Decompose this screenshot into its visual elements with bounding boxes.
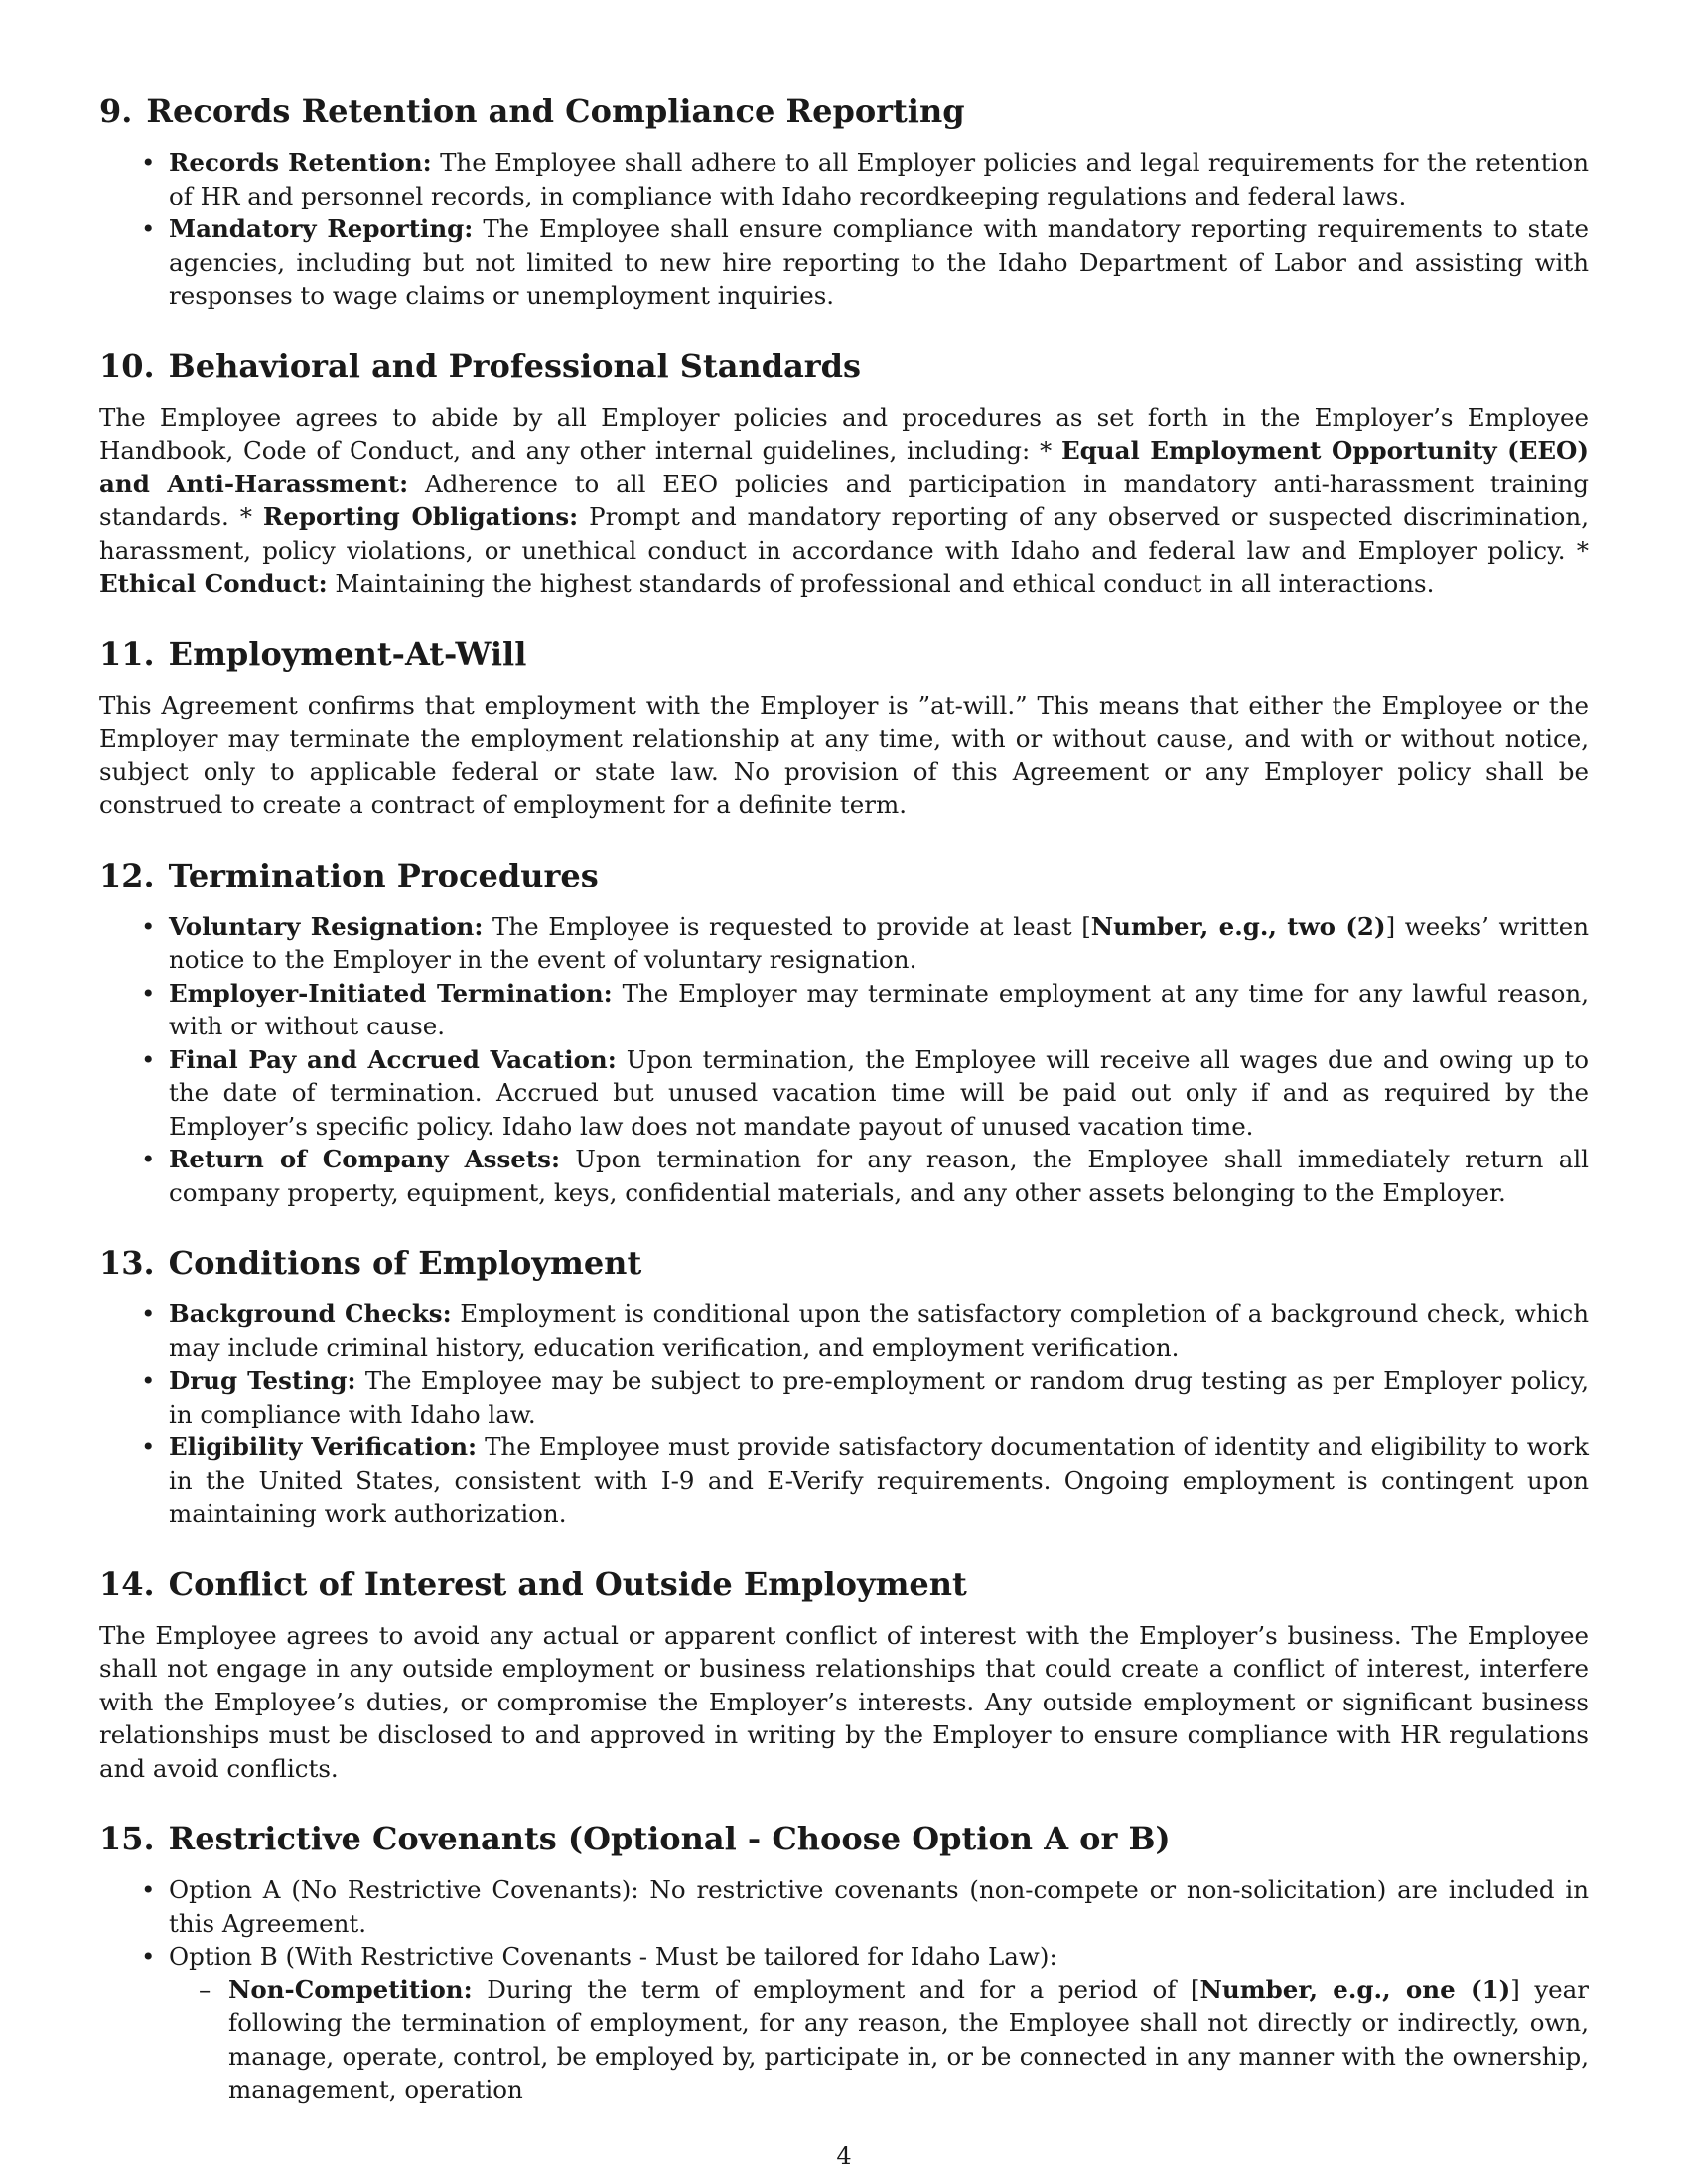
list-item: • Drug Testing: The Employee may be subject to pre-employment or random drug testing as per Employer policy, in compliance with Idaho law. [169, 1364, 1589, 1431]
section-heading: 14. Conflict of Interest and Outside Employment [99, 1565, 967, 1603]
list-item: • Records Retention: The Employee shall adhere to all Employer policies and legal requirements for the retention of HR and personnel records, in compliance with Idaho recordkeeping regulations and federal laws. [169, 146, 1589, 212]
document-page [99, 91, 1589, 2140]
section-heading: 15. Restrictive Covenants (Optional - Choose Option A or B) [99, 1820, 1171, 1857]
list-item: • Return of Company Assets: Upon termination for any reason, the Employee shall immediately return all company property, equipment, keys, confidential materials, and any other assets belonging to the Employer. [169, 1143, 1589, 1209]
section-9 [99, 91, 1589, 313]
section-heading: 10. Behavioral and Professional Standards [99, 346, 862, 385]
paragraph: The Employee agrees to avoid any actual or apparent conflict of interest with the Employer’s business. The Employee shall not engage in any outside employment or business relationships that could create a conflict of interest, interfere with the Employee’s duties, or compromise the Employer’s interests. Any outside employment or significant business relationships must be disclosed to and approved in writing by the Employer to ensure compliance with HR regulations and avoid conflicts. [99, 1620, 1589, 1783]
section-heading: 12. Termination Procedures [99, 856, 599, 894]
section-11 [99, 634, 1589, 822]
list-item: • Option B (With Restrictive Covenants - Must be tailored for Idaho Law): – Non-Competition: During the term of employment and for a period of [Number, e.g., one (1)] year following the termination of employment, for any reason, the Employee shall not directly or indirectly, own, manage, operate, control, be employed by, participate in, or be connected in any manner with the ownership, management, operation [169, 1940, 1589, 2107]
list-item: • Background Checks: Employment is conditional upon the satisfactory completion of a background check, which may include criminal history, education verification, and employment verification. [169, 1297, 1589, 1364]
list-item: • Mandatory Reporting: The Employee shall ensure compliance with mandatory reporting requirements to state agencies, including but not limited to new hire reporting to the Idaho Department of Labor and assisting with responses to wage claims or unemployment inquiries. [169, 212, 1589, 313]
bullet-list [99, 146, 1589, 313]
list-item: • Employer-Initiated Termination: The Employer may terminate employment at any time for any lawful reason, with or without cause. [169, 977, 1589, 1043]
paragraph: This Agreement confirms that employment with the Employer is ”at-will.” This means that either the Employee or the Employer may terminate the employment relationship at any time, with or without cause, and with or without notice, subject only to applicable federal or state law. No provision of this Agreement or any Employer policy shall be construed to create a contract of employment for a definite term. [99, 690, 1589, 819]
section-heading: 11. Employment-At-Will [99, 634, 527, 673]
paragraph: The Employee agrees to abide by all Employer policies and procedures as set forth in the Employer’s Employee Handbook, Code of Conduct, and any other internal guidelines, including: * Equal Employment Opportunity (EEO) and Anti-Harassment: Adherence to all EEO policies and participation in mandatory anti-harassment training standards. * Reporting Obligations: Prompt and mandatory reporting of any observed or suspected discrimination, harassment, policy violations, or unethical conduct in accordance with Idaho and federal law and Employer policy. * Ethical Conduct: Maintaining the highest standards of professional and ethical conduct in all interactions. [99, 402, 1589, 598]
list-item: • Voluntary Resignation: The Employee is requested to provide at least [Number, e.g., two (2)] weeks’ written notice to the Employer in the event of voluntary resignation. [169, 910, 1589, 977]
bullet-list [99, 910, 1589, 1210]
list-item: • Option A (No Restrictive Covenants): No restrictive covenants (non-compete or non-solicitation) are included in this Agreement. [169, 1873, 1589, 1940]
list-item: • Final Pay and Accrued Vacation: Upon termination, the Employee will receive all wages due and owing up to the date of termination. Accrued but unused vacation time will be paid out only if and as required by the Employer’s specific policy. Idaho law does not mandate payout of unused vacation time. [169, 1043, 1589, 1144]
section-14 [99, 1565, 1589, 1786]
bullet-list [99, 1297, 1589, 1531]
section-heading: 9. Records Retention and Compliance Reporting [99, 92, 965, 130]
section-15 [99, 1819, 1589, 2107]
section-heading: 13. Conditions of Employment [99, 1244, 642, 1282]
sub-list [169, 1974, 1589, 2107]
section-10 [99, 346, 1589, 601]
bullet-list [99, 1873, 1589, 2107]
page-number: 4 [836, 2142, 852, 2170]
list-item: • Eligibility Verification: The Employee must provide satisfactory documentation of identity and eligibility to work in the United States, consistent with I-9 and E-Verify requirements. Ongoing employment is contingent upon maintaining work authorization. [169, 1431, 1589, 1531]
sub-list-item: – Non-Competition: During the term of employment and for a period of [Number, e.g., one (1)] year following the termination of employment, for any reason, the Employee shall not directly or indirectly, own, manage, operate, control, be employed by, participate in, or be connected in any manner with the ownership, management, operation [228, 1974, 1589, 2107]
section-12 [99, 856, 1589, 1210]
section-13 [99, 1243, 1589, 1531]
